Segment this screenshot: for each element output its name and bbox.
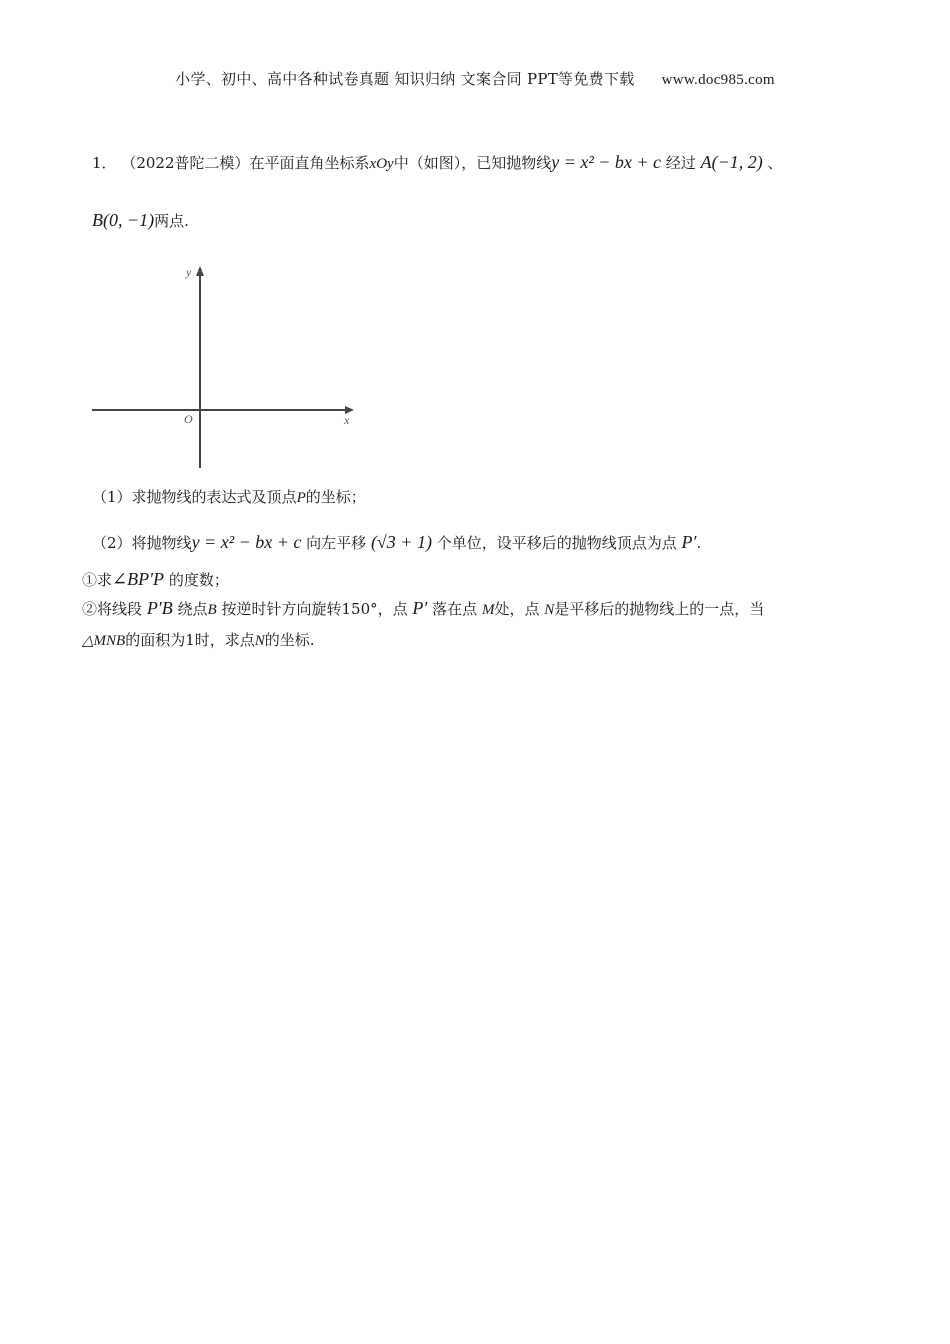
subquestion-2-text-g: 的面积为1时，求点	[125, 631, 255, 649]
subquestion-2-text-f: 是平移后的抛物线上的一点，当	[554, 600, 765, 618]
question-2-text-a: 将抛物线	[131, 534, 192, 552]
page-header	[0, 68, 950, 89]
point-n: N	[544, 602, 555, 618]
question-1-text-a: 求抛物线的表达式及顶点	[131, 488, 297, 506]
problem-intro-a: 在平面直角坐标系	[249, 154, 370, 172]
point-p-prime-ref: P′	[412, 598, 428, 618]
segment-p-prime-b: P′B	[146, 598, 173, 618]
subquestion-2-text-d: 落在点	[432, 600, 478, 618]
problem-number: 1．	[92, 154, 117, 172]
point-b-ref: B	[207, 602, 217, 618]
question-2	[92, 530, 701, 555]
shift-amount: (√3 + 1)	[370, 532, 432, 552]
x-axis-label: x	[344, 413, 350, 427]
subquestion-2-line-1	[82, 596, 764, 622]
problem-source: （2022普陀二模）	[121, 154, 250, 172]
subquestion-1-text-b: 的度数；	[168, 571, 229, 589]
subquestion-1-text-a: 求	[97, 571, 113, 589]
header-site: www.doc985.com	[661, 72, 775, 88]
question-2-text-b: 向左平移	[306, 534, 367, 552]
problem-separator: 、	[767, 154, 783, 172]
subquestion-2-text-b: 绕点	[177, 600, 208, 618]
origin-label: O	[184, 412, 193, 426]
question-2-label: （2）	[92, 534, 132, 552]
question-1-text-b: 的坐标；	[305, 488, 366, 506]
triangle-mnb: △MNB	[82, 633, 126, 649]
y-axis-arrow	[196, 266, 204, 276]
problem-line-2	[92, 208, 189, 233]
point-b: B(0, −1)	[92, 210, 155, 230]
subquestion-1-marker: ①	[82, 571, 98, 589]
question-1-label: （1）	[92, 488, 132, 506]
subquestion-2-text-h: 的坐标.	[264, 631, 315, 649]
question-2-end: .	[696, 534, 702, 552]
question-2-parabola: y = x² − bx + c	[191, 532, 302, 552]
coordinate-figure	[90, 258, 360, 473]
parabola-equation: y = x² − bx + c	[551, 152, 661, 172]
question-2-text-c: 个单位，设平移后的抛物线顶点为点	[436, 534, 677, 552]
angle-bpp: ∠BP′P	[112, 569, 165, 589]
vertex-p-prime: P′	[681, 532, 697, 552]
subquestion-2-line-2	[82, 628, 315, 653]
subquestion-2-text-e: 处，点	[494, 600, 540, 618]
subquestion-2-text-c: 按逆时针方向旋转150°，点	[221, 600, 408, 618]
point-a: A(−1, 2)	[700, 152, 763, 172]
problem-passes: 经过	[665, 154, 696, 172]
subquestion-2-marker: ②	[82, 600, 98, 618]
subquestion-1	[82, 567, 229, 592]
vertex-p: P	[296, 490, 306, 506]
problem-two-points: 两点.	[154, 212, 189, 230]
coord-system-name: xOy	[369, 156, 394, 172]
problem-line-1	[92, 150, 783, 176]
question-1	[92, 485, 366, 510]
header-text: 小学、初中、高中各种试卷真题 知识归纳 文案合同 PPT等免费下载	[175, 70, 635, 88]
problem-intro-b: 中（如图），已知抛物线	[393, 154, 552, 172]
point-m: M	[481, 602, 495, 618]
y-axis-label: y	[186, 265, 192, 279]
subquestion-2-text-a: 将线段	[97, 600, 143, 618]
point-n-ref: N	[254, 633, 265, 649]
